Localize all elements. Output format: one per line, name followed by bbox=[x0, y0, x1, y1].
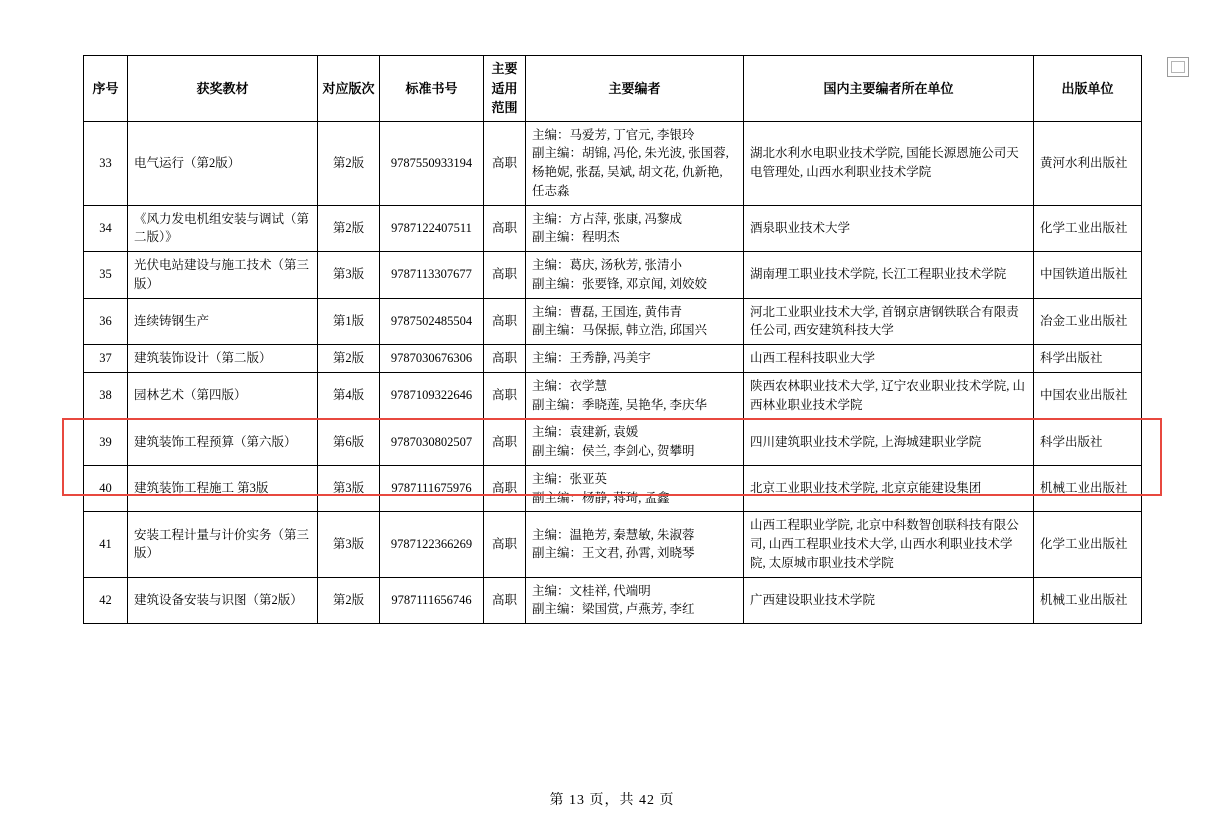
cell-isbn: 9787111656746 bbox=[380, 577, 484, 624]
deputy-editor: 副主编：马保振, 韩立浩, 邱国兴 bbox=[532, 323, 708, 338]
cell-num: 40 bbox=[84, 465, 128, 512]
image-placeholder-icon bbox=[1167, 57, 1189, 77]
table-header-row bbox=[84, 56, 1142, 122]
cell-publisher: 化学工业出版社 bbox=[1034, 512, 1142, 577]
cell-edition: 第2版 bbox=[318, 345, 380, 373]
cell-org: 山西工程科技职业大学 bbox=[744, 345, 1034, 373]
table-row bbox=[84, 465, 1142, 512]
cell-edition: 第3版 bbox=[318, 465, 380, 512]
cell-num: 39 bbox=[84, 419, 128, 466]
cell-scope: 高职 bbox=[484, 372, 526, 419]
cell-isbn: 9787550933194 bbox=[380, 121, 484, 205]
table-row bbox=[84, 205, 1142, 252]
header-title: 获奖教材 bbox=[128, 56, 318, 122]
cell-title: 建筑装饰设计（第二版） bbox=[128, 345, 318, 373]
cell-scope: 高职 bbox=[484, 577, 526, 624]
cell-editors bbox=[526, 465, 744, 512]
chief-editor: 主编：方占萍, 张康, 冯黎成 bbox=[532, 211, 683, 226]
header-publisher: 出版单位 bbox=[1034, 56, 1142, 122]
awarded-textbooks-table bbox=[83, 55, 1142, 624]
cell-editors bbox=[526, 345, 744, 373]
deputy-editor: 副主编：王文君, 孙霄, 刘晓琴 bbox=[532, 546, 695, 561]
cell-num: 35 bbox=[84, 252, 128, 299]
cell-org: 酒泉职业技术大学 bbox=[744, 205, 1034, 252]
header-scope: 主要适用范围 bbox=[484, 56, 526, 122]
chief-editor: 主编：葛庆, 汤秋芳, 张清小 bbox=[532, 258, 683, 272]
cell-num: 41 bbox=[84, 512, 128, 577]
chief-editor: 主编：衣学慧 bbox=[532, 378, 608, 393]
cell-publisher: 科学出版社 bbox=[1034, 345, 1142, 373]
chief-editor: 主编：马爱芳, 丁官元, 李银玲 bbox=[532, 127, 695, 142]
cell-edition: 第2版 bbox=[318, 205, 380, 252]
cell-isbn: 9787030676306 bbox=[380, 345, 484, 373]
cell-title: 光伏电站建设与施工技术（第三版） bbox=[128, 252, 318, 299]
cell-isbn: 9787030802507 bbox=[380, 419, 484, 466]
cell-org: 北京工业职业技术学院, 北京京能建设集团 bbox=[744, 465, 1034, 512]
cell-editors bbox=[526, 419, 744, 466]
table-row bbox=[84, 512, 1142, 577]
cell-num: 37 bbox=[84, 345, 128, 373]
cell-num: 36 bbox=[84, 298, 128, 345]
header-num: 序号 bbox=[84, 56, 128, 122]
cell-edition: 第4版 bbox=[318, 372, 380, 419]
cell-editors bbox=[526, 252, 744, 299]
deputy-editor: 副主编：季晓莲, 吴艳华, 李庆华 bbox=[532, 397, 708, 412]
table-row bbox=[84, 121, 1142, 205]
cell-num: 38 bbox=[84, 372, 128, 419]
cell-scope: 高职 bbox=[484, 252, 526, 299]
cell-title: 建筑装饰工程预算（第六版） bbox=[128, 419, 318, 466]
cell-editors bbox=[526, 121, 744, 205]
cell-title: 园林艺术（第四版） bbox=[128, 372, 318, 419]
cell-title: 建筑装饰工程施工 第3版 bbox=[128, 465, 318, 512]
cell-isbn: 9787502485504 bbox=[380, 298, 484, 345]
cell-title: 建筑设备安装与识图（第2版） bbox=[128, 577, 318, 624]
image-placeholder-inner bbox=[1171, 61, 1185, 73]
cell-scope: 高职 bbox=[484, 345, 526, 373]
cell-editors bbox=[526, 372, 744, 419]
deputy-editor: 副主编：杨静, 蒋琦, 孟鑫 bbox=[532, 490, 670, 505]
cell-title: 电气运行（第2版） bbox=[128, 121, 318, 205]
chief-editor: 主编：袁建新, 袁媛 bbox=[532, 425, 639, 440]
cell-publisher: 中国农业出版社 bbox=[1034, 372, 1142, 419]
cell-org: 广西建设职业技术学院 bbox=[744, 577, 1034, 624]
chief-editor: 主编：曹磊, 王国连, 黄伟青 bbox=[532, 304, 683, 319]
cell-publisher: 机械工业出版社 bbox=[1034, 465, 1142, 512]
table-row bbox=[84, 298, 1142, 345]
deputy-editor: 副主编：胡锦, 冯伦, 朱光波, 张国蓉, 杨艳妮, 张磊, 吴斌, 胡文花, 仇新艳, 任志淼 bbox=[532, 146, 729, 198]
cell-editors bbox=[526, 298, 744, 345]
cell-num: 33 bbox=[84, 121, 128, 205]
cell-edition: 第2版 bbox=[318, 577, 380, 624]
deputy-editor: 副主编：张要锋, 邓京闻, 刘姣姣 bbox=[532, 276, 708, 291]
chief-editor: 主编：文桂祥, 代端明 bbox=[532, 583, 651, 598]
cell-publisher: 化学工业出版社 bbox=[1034, 205, 1142, 252]
cell-scope: 高职 bbox=[484, 419, 526, 466]
cell-edition: 第3版 bbox=[318, 512, 380, 577]
cell-num: 42 bbox=[84, 577, 128, 624]
cell-publisher: 中国铁道出版社 bbox=[1034, 252, 1142, 299]
cell-title: 安装工程计量与计价实务（第三版） bbox=[128, 512, 318, 577]
cell-title: 《风力发电机组安装与调试（第二版）》 bbox=[128, 205, 318, 252]
cell-title: 连续铸钢生产 bbox=[128, 298, 318, 345]
cell-editors bbox=[526, 205, 744, 252]
cell-org: 四川建筑职业技术学院, 上海城建职业学院 bbox=[744, 419, 1034, 466]
table-row bbox=[84, 419, 1142, 466]
deputy-editor: 副主编：梁国赏, 卢燕芳, 李红 bbox=[532, 602, 695, 617]
cell-publisher: 机械工业出版社 bbox=[1034, 577, 1142, 624]
deputy-editor: 副主编：侯兰, 李剑心, 贺攀明 bbox=[532, 444, 695, 458]
cell-isbn: 9787111675976 bbox=[380, 465, 484, 512]
table-row bbox=[84, 345, 1142, 373]
cell-org: 山西工程职业学院, 北京中科数智创联科技有限公司, 山西工程职业技术大学, 山西水利职业技术学院, 太原城市职业技术学院 bbox=[744, 512, 1034, 577]
cell-org: 湖北水利水电职业技术学院, 国能长源恩施公司天电管理处, 山西水利职业技术学院 bbox=[744, 121, 1034, 205]
page-footer: 第 13 页，共 42 页 bbox=[549, 793, 675, 808]
cell-publisher: 科学出版社 bbox=[1034, 419, 1142, 466]
table-row-highlighted bbox=[84, 372, 1142, 419]
cell-scope: 高职 bbox=[484, 121, 526, 205]
cell-edition: 第2版 bbox=[318, 121, 380, 205]
cell-isbn: 9787122407511 bbox=[380, 205, 484, 252]
cell-edition: 第6版 bbox=[318, 419, 380, 466]
header-edition: 对应版次 bbox=[318, 56, 380, 122]
cell-isbn: 9787109322646 bbox=[380, 372, 484, 419]
cell-scope: 高职 bbox=[484, 205, 526, 252]
header-editors: 主要编者 bbox=[526, 56, 744, 122]
cell-edition: 第1版 bbox=[318, 298, 380, 345]
table-row bbox=[84, 577, 1142, 624]
deputy-editor: 副主编：程明杰 bbox=[532, 230, 620, 245]
cell-publisher: 黄河水利出版社 bbox=[1034, 121, 1142, 205]
table-row bbox=[84, 252, 1142, 299]
cell-isbn: 9787113307677 bbox=[380, 252, 484, 299]
header-isbn: 标准书号 bbox=[380, 56, 484, 122]
cell-isbn: 9787122366269 bbox=[380, 512, 484, 577]
cell-org: 陕西农林职业技术大学, 辽宁农业职业技术学院, 山西林业职业技术学院 bbox=[744, 372, 1034, 419]
chief-editor: 主编：温艳芳, 秦慧敏, 朱淑蓉 bbox=[532, 527, 695, 542]
cell-org: 湖南理工职业技术学院, 长江工程职业技术学院 bbox=[744, 252, 1034, 299]
cell-publisher: 冶金工业出版社 bbox=[1034, 298, 1142, 345]
chief-editor: 主编：张亚英 bbox=[532, 471, 608, 486]
cell-scope: 高职 bbox=[484, 512, 526, 577]
cell-editors bbox=[526, 512, 744, 577]
header-org: 国内主要编者所在单位 bbox=[744, 56, 1034, 122]
chief-editor: 主编：王秀静, 冯美宇 bbox=[532, 351, 651, 365]
cell-scope: 高职 bbox=[484, 465, 526, 512]
cell-editors bbox=[526, 577, 744, 624]
cell-scope: 高职 bbox=[484, 298, 526, 345]
cell-num: 34 bbox=[84, 205, 128, 252]
cell-org: 河北工业职业技术大学, 首钢京唐钢铁联合有限责任公司, 西安建筑科技大学 bbox=[744, 298, 1034, 345]
cell-edition: 第3版 bbox=[318, 252, 380, 299]
